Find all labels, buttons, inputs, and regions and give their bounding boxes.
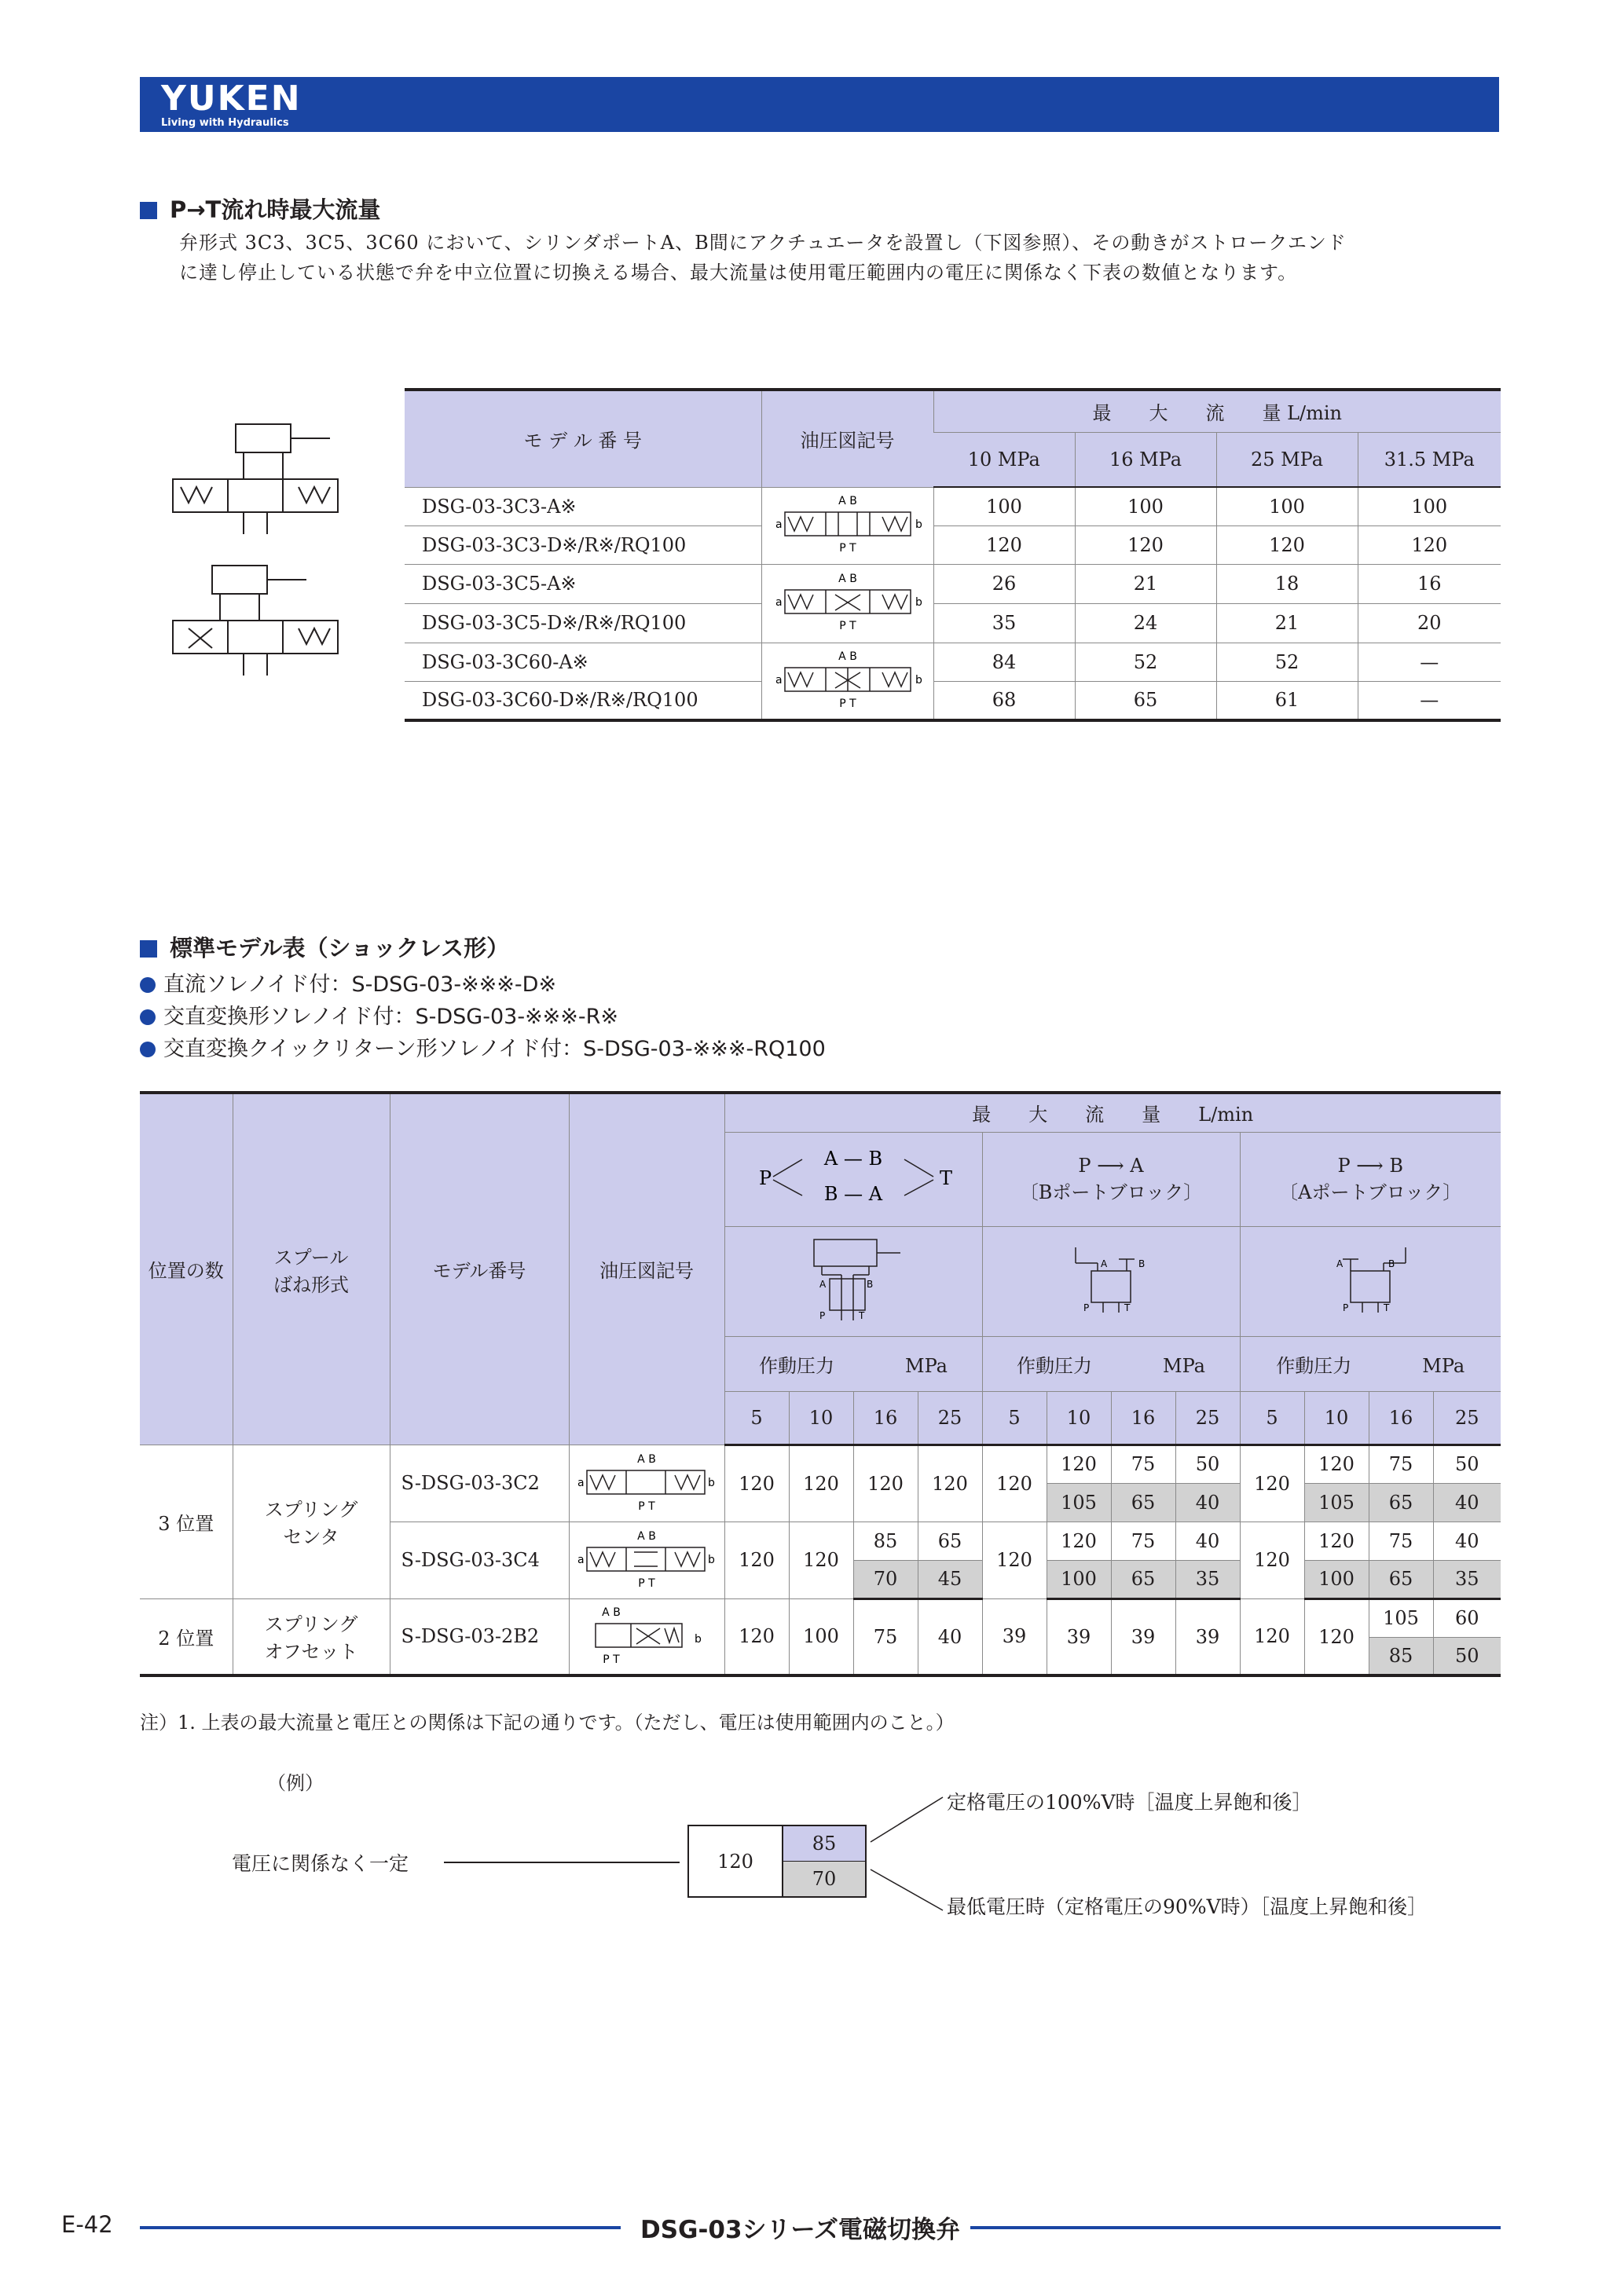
t1-model: DSG-03-3C5-A※ [405, 564, 761, 603]
t2-pressure: 10 [1047, 1391, 1111, 1445]
t2-cell-hi: 75 [1111, 1445, 1175, 1483]
t2-symbol-3c4 [569, 1522, 724, 1598]
t1-pressure-25: 25 MPa [1216, 432, 1358, 487]
t1-cell: 16 [1358, 564, 1501, 603]
svg-text:b: b [915, 596, 922, 609]
t2-cell: 120 [1304, 1598, 1369, 1675]
t2-symbol-2b2 [569, 1598, 724, 1675]
svg-text:P T: P T [838, 620, 856, 632]
t2-op-pressure-g1: 作動圧力 MPa [724, 1336, 982, 1391]
t2-cell: 120 [982, 1522, 1047, 1598]
t2-cell-hi: 75 [1111, 1522, 1175, 1560]
t2-pressure: 25 [1175, 1391, 1240, 1445]
t2-cell: 120 [724, 1598, 789, 1675]
t2-cell-hi: 40 [1433, 1522, 1501, 1560]
square-bullet-icon [140, 202, 157, 219]
t2-pressure: 5 [982, 1391, 1047, 1445]
t1-symbol-3c60 [761, 643, 933, 720]
svg-text:P T: P T [638, 1577, 655, 1590]
svg-text:b: b [708, 1477, 715, 1489]
svg-text:a: a [577, 1554, 585, 1566]
svg-text:B: B [1138, 1258, 1146, 1269]
t2-cell: 40 [918, 1598, 982, 1675]
dot-bullet-icon [140, 1042, 156, 1057]
t2-cell-lo: 45 [918, 1560, 982, 1598]
valve-symbol-icon [576, 1452, 717, 1514]
t2-cell-lo: 100 [1047, 1560, 1111, 1598]
dot-bullet-icon [140, 977, 156, 993]
t2-model-3c2: S-DSG-03-3C2 [390, 1445, 569, 1522]
t1-cell: 21 [1216, 603, 1358, 643]
pt-flow-table [405, 388, 1501, 722]
t2-pressure: 10 [1304, 1391, 1369, 1445]
t2-cell-lo: 65 [1369, 1560, 1433, 1598]
t1-cell: 68 [933, 681, 1075, 720]
t2-cell: 39 [1111, 1598, 1175, 1675]
t2-cell: 39 [982, 1598, 1047, 1675]
circuit-b-block-icon [1060, 1243, 1162, 1314]
t1-cell: 120 [933, 525, 1075, 564]
t1-cell: 100 [1358, 487, 1501, 525]
t1-model: DSG-03-3C60-A※ [405, 643, 761, 681]
t1-cell: 65 [1075, 681, 1216, 720]
t2-pressure: 16 [1111, 1391, 1175, 1445]
t2-cell-hi: 65 [918, 1522, 982, 1560]
t1-model: DSG-03-3C5-D※/R※/RQ100 [405, 603, 761, 643]
t2-cell-lo: 65 [1369, 1483, 1433, 1522]
t1-model: DSG-03-3C60-D※/R※/RQ100 [405, 681, 761, 720]
t1-cell: 120 [1075, 525, 1216, 564]
example-min-label: 最低電圧時（定格電圧の90%V時）［温度上昇飽和後］ [947, 1895, 1428, 1918]
circuit-pabt-icon [802, 1236, 904, 1322]
valve-symbol-icon [769, 649, 926, 713]
t1-header-symbol: 油圧図記号 [761, 390, 933, 487]
t2-cell: 120 [1240, 1522, 1304, 1598]
t2-group2-diagram [982, 1226, 1240, 1336]
t2-cell: 120 [789, 1445, 853, 1522]
bullet-dc: 直流ソレノイド付：S-DSG-03-※※※-D※ [140, 970, 556, 1000]
svg-text:T: T [1384, 1302, 1390, 1313]
t1-cell: — [1358, 681, 1501, 720]
svg-text:P: P [819, 1310, 826, 1321]
example-const-value: 120 [689, 1826, 783, 1896]
example-constant-label: 電圧に関係なく一定 [232, 1852, 409, 1875]
t2-pos3: 3 位置 [140, 1445, 233, 1598]
svg-text:A B: A B [838, 495, 857, 507]
svg-text:B: B [1388, 1258, 1395, 1269]
t1-cell: 52 [1075, 643, 1216, 681]
t1-cell: 61 [1216, 681, 1358, 720]
t2-cell: 100 [789, 1598, 853, 1675]
t2-cell-hi: 60 [1433, 1598, 1501, 1637]
svg-text:P T: P T [838, 542, 856, 555]
circuit-a-block-icon [1319, 1243, 1421, 1314]
t2-cell: 120 [982, 1445, 1047, 1522]
svg-text:A B: A B [838, 573, 857, 585]
logo-tagline: Living with Hydraulics [161, 117, 289, 129]
standard-model-table [140, 1091, 1501, 1677]
t1-cell: 21 [1075, 564, 1216, 603]
t2-cell-hi: 75 [1369, 1445, 1433, 1483]
t2-spring-center: スプリング センタ [233, 1445, 390, 1598]
example-lo-value: 70 [783, 1862, 865, 1896]
svg-text:b: b [695, 1633, 702, 1646]
svg-text:P T: P T [638, 1500, 655, 1513]
t2-cell-hi: 50 [1175, 1445, 1240, 1483]
t2-cell-hi: 120 [1304, 1445, 1369, 1483]
actuator-circuit-diagram [165, 408, 361, 691]
t1-model: DSG-03-3C3-A※ [405, 487, 761, 525]
svg-text:a: a [775, 596, 783, 609]
t2-pressure: 10 [789, 1391, 853, 1445]
svg-text:P: P [759, 1167, 772, 1189]
example-pointer-arrows [864, 1791, 951, 1917]
t1-cell: 100 [1075, 487, 1216, 525]
svg-text:P: P [1343, 1302, 1349, 1313]
t1-cell: 26 [933, 564, 1075, 603]
t2-pressure: 25 [918, 1391, 982, 1445]
example-rated-label: 定格電圧の100%V時［温度上昇飽和後］ [947, 1791, 1312, 1814]
t1-pressure-31: 31.5 MPa [1358, 432, 1501, 487]
t2-header-flow: 最 大 流 量 L/min [724, 1093, 1501, 1132]
svg-text:A B: A B [602, 1606, 621, 1620]
t2-cell-hi: 75 [1369, 1522, 1433, 1560]
t1-pressure-10: 10 MPa [933, 432, 1075, 487]
valve-symbol-icon [769, 571, 926, 635]
footer-rule-right [970, 2226, 1501, 2229]
svg-text:A B: A B [637, 1453, 656, 1466]
t1-cell: 24 [1075, 603, 1216, 643]
t2-group3-diagram [1240, 1226, 1501, 1336]
svg-text:A: A [1336, 1258, 1344, 1269]
flow-path-pabt-diagram [728, 1137, 979, 1216]
t2-group1-diagram [724, 1226, 982, 1336]
svg-text:b: b [915, 518, 922, 531]
header-band [140, 77, 1499, 132]
t1-cell: 100 [1216, 487, 1358, 525]
t1-header-flow: 最 大 流 量 L/min [933, 390, 1501, 432]
svg-text:T: T [859, 1310, 865, 1321]
t2-cell-lo: 100 [1304, 1560, 1369, 1598]
t2-cell: 120 [1240, 1445, 1304, 1522]
svg-text:A: A [819, 1279, 827, 1290]
t2-pressure: 25 [1433, 1391, 1501, 1445]
t2-cell-lo: 105 [1047, 1483, 1111, 1522]
svg-text:A B: A B [637, 1530, 656, 1543]
valve-symbol-icon [588, 1605, 706, 1668]
t2-cell-lo: 85 [1369, 1637, 1433, 1675]
t1-cell: 84 [933, 643, 1075, 681]
t2-cell-lo: 35 [1433, 1560, 1501, 1598]
bullet-ac-dc: 交直変換形ソレノイド付：S-DSG-03-※※※-R※ [140, 1002, 618, 1032]
t2-header-spool: スプール ばね形式 [233, 1093, 390, 1445]
note-text: 注）1. 上表の最大流量と電圧との関係は下記の通りです。（ただし、電圧は使用範囲内のこと。） [140, 1712, 955, 1734]
t1-cell: 100 [933, 487, 1075, 525]
t2-group2-header: P ⟶ A 〔Bポートブロック〕 [982, 1132, 1240, 1226]
bullet-quick-return: 交直変換クイックリターン形ソレノイド付：S-DSG-03-※※※-RQ100 [140, 1034, 826, 1064]
t2-op-pressure-g3: 作動圧力 MPa [1240, 1336, 1501, 1391]
svg-text:b: b [915, 673, 922, 687]
t2-cell: 120 [918, 1445, 982, 1522]
svg-text:B: B [867, 1279, 874, 1290]
t2-cell: 120 [853, 1445, 918, 1522]
t1-symbol-3c3 [761, 487, 933, 564]
t2-cell-lo: 35 [1175, 1560, 1240, 1598]
yuken-logo: YUKEN [161, 79, 302, 119]
svg-text:A B: A B [838, 650, 857, 663]
t2-cell-lo: 105 [1304, 1483, 1369, 1522]
t2-cell-hi: 50 [1433, 1445, 1501, 1483]
t1-cell: 35 [933, 603, 1075, 643]
t2-cell: 120 [724, 1445, 789, 1522]
t2-cell-lo: 40 [1175, 1483, 1240, 1522]
t1-model: DSG-03-3C3-D※/R※/RQ100 [405, 525, 761, 564]
t2-cell-lo: 50 [1433, 1637, 1501, 1675]
footer-rule-left [140, 2226, 621, 2229]
svg-text:A: A [1101, 1258, 1108, 1269]
t2-cell: 120 [724, 1522, 789, 1598]
example-hi-value: 85 [783, 1826, 865, 1862]
t2-cell-hi: 85 [853, 1522, 918, 1560]
t2-cell-lo: 40 [1433, 1483, 1501, 1522]
t2-cell-lo: 65 [1111, 1483, 1175, 1522]
t2-group1-header [724, 1132, 982, 1226]
t2-cell-hi: 120 [1304, 1522, 1369, 1560]
t2-model-2b2: S-DSG-03-2B2 [390, 1598, 569, 1675]
page-number: E-42 [61, 2211, 113, 2238]
square-bullet-icon [140, 940, 157, 958]
t1-cell: 120 [1216, 525, 1358, 564]
svg-text:b: b [708, 1554, 715, 1566]
t2-pressure: 5 [1240, 1391, 1304, 1445]
t2-cell: 39 [1175, 1598, 1240, 1675]
svg-text:a: a [577, 1477, 585, 1489]
t2-header-symbol: 油圧図記号 [569, 1093, 724, 1445]
section1-paragraph-line2: に達し停止している状態で弁を中立位置に切換える場合、最大流量は使用電圧範囲内の電圧に関係なく下表の数値となります。 [179, 262, 1298, 284]
svg-text:B — A: B — A [823, 1183, 883, 1205]
t2-pressure: 5 [724, 1391, 789, 1445]
t2-cell-lo: 65 [1111, 1560, 1175, 1598]
t2-pressure: 16 [853, 1391, 918, 1445]
svg-text:P T: P T [838, 697, 856, 710]
t1-cell: 120 [1358, 525, 1501, 564]
t1-pressure-16: 16 MPa [1075, 432, 1216, 487]
t2-op-pressure-g2: 作動圧力 MPa [982, 1336, 1240, 1391]
t2-cell-hi: 120 [1047, 1445, 1111, 1483]
footer-title: DSG-03シリーズ電磁切換弁 [640, 2216, 960, 2244]
example-box [687, 1825, 867, 1898]
svg-text:a: a [775, 518, 783, 531]
t1-cell: — [1358, 643, 1501, 681]
t2-pressure: 16 [1369, 1391, 1433, 1445]
t1-cell: 52 [1216, 643, 1358, 681]
t2-pos2: 2 位置 [140, 1598, 233, 1675]
t2-header-model: モデル番号 [390, 1093, 569, 1445]
t2-header-positions: 位置の数 [140, 1093, 233, 1445]
section1-paragraph-line1: 弁形式 3C3、3C5、3C60 において、シリンダポートA、B間にアクチュエータを設置し（下図参照）、その動きがストロークエンド [179, 232, 1347, 254]
svg-text:T: T [1124, 1302, 1131, 1313]
svg-text:T: T [940, 1167, 953, 1189]
t1-header-model: モ デ ル 番 号 [405, 390, 761, 487]
section2-title: 標準モデル表（ショックレス形） [140, 931, 509, 963]
t2-cell: 120 [789, 1522, 853, 1598]
t2-spring-offset: スプリング オフセット [233, 1598, 390, 1675]
t2-symbol-3c2 [569, 1445, 724, 1522]
svg-text:P: P [1083, 1302, 1090, 1313]
t2-cell: 120 [1240, 1598, 1304, 1675]
dot-bullet-icon [140, 1009, 156, 1025]
t2-group3-header: P ⟶ B 〔Aポートブロック〕 [1240, 1132, 1501, 1226]
t2-model-3c4: S-DSG-03-3C4 [390, 1522, 569, 1598]
t2-cell: 75 [853, 1598, 918, 1675]
t2-cell-hi: 120 [1047, 1522, 1111, 1560]
t1-symbol-3c5 [761, 564, 933, 643]
svg-text:P T: P T [603, 1653, 620, 1667]
t2-cell-lo: 70 [853, 1560, 918, 1598]
valve-symbol-icon [576, 1529, 717, 1591]
svg-text:A — B: A — B [823, 1148, 883, 1170]
example-arrow-line [444, 1862, 680, 1863]
t2-cell: 39 [1047, 1598, 1111, 1675]
t1-cell: 18 [1216, 564, 1358, 603]
section1-title: P→T流れ時最大流量 [140, 192, 380, 225]
t2-cell-hi: 105 [1369, 1598, 1433, 1637]
t1-cell: 20 [1358, 603, 1501, 643]
valve-symbol-icon [769, 493, 926, 558]
svg-text:a: a [775, 673, 783, 687]
t2-cell-hi: 40 [1175, 1522, 1240, 1560]
example-label: （例） [267, 1772, 324, 1794]
